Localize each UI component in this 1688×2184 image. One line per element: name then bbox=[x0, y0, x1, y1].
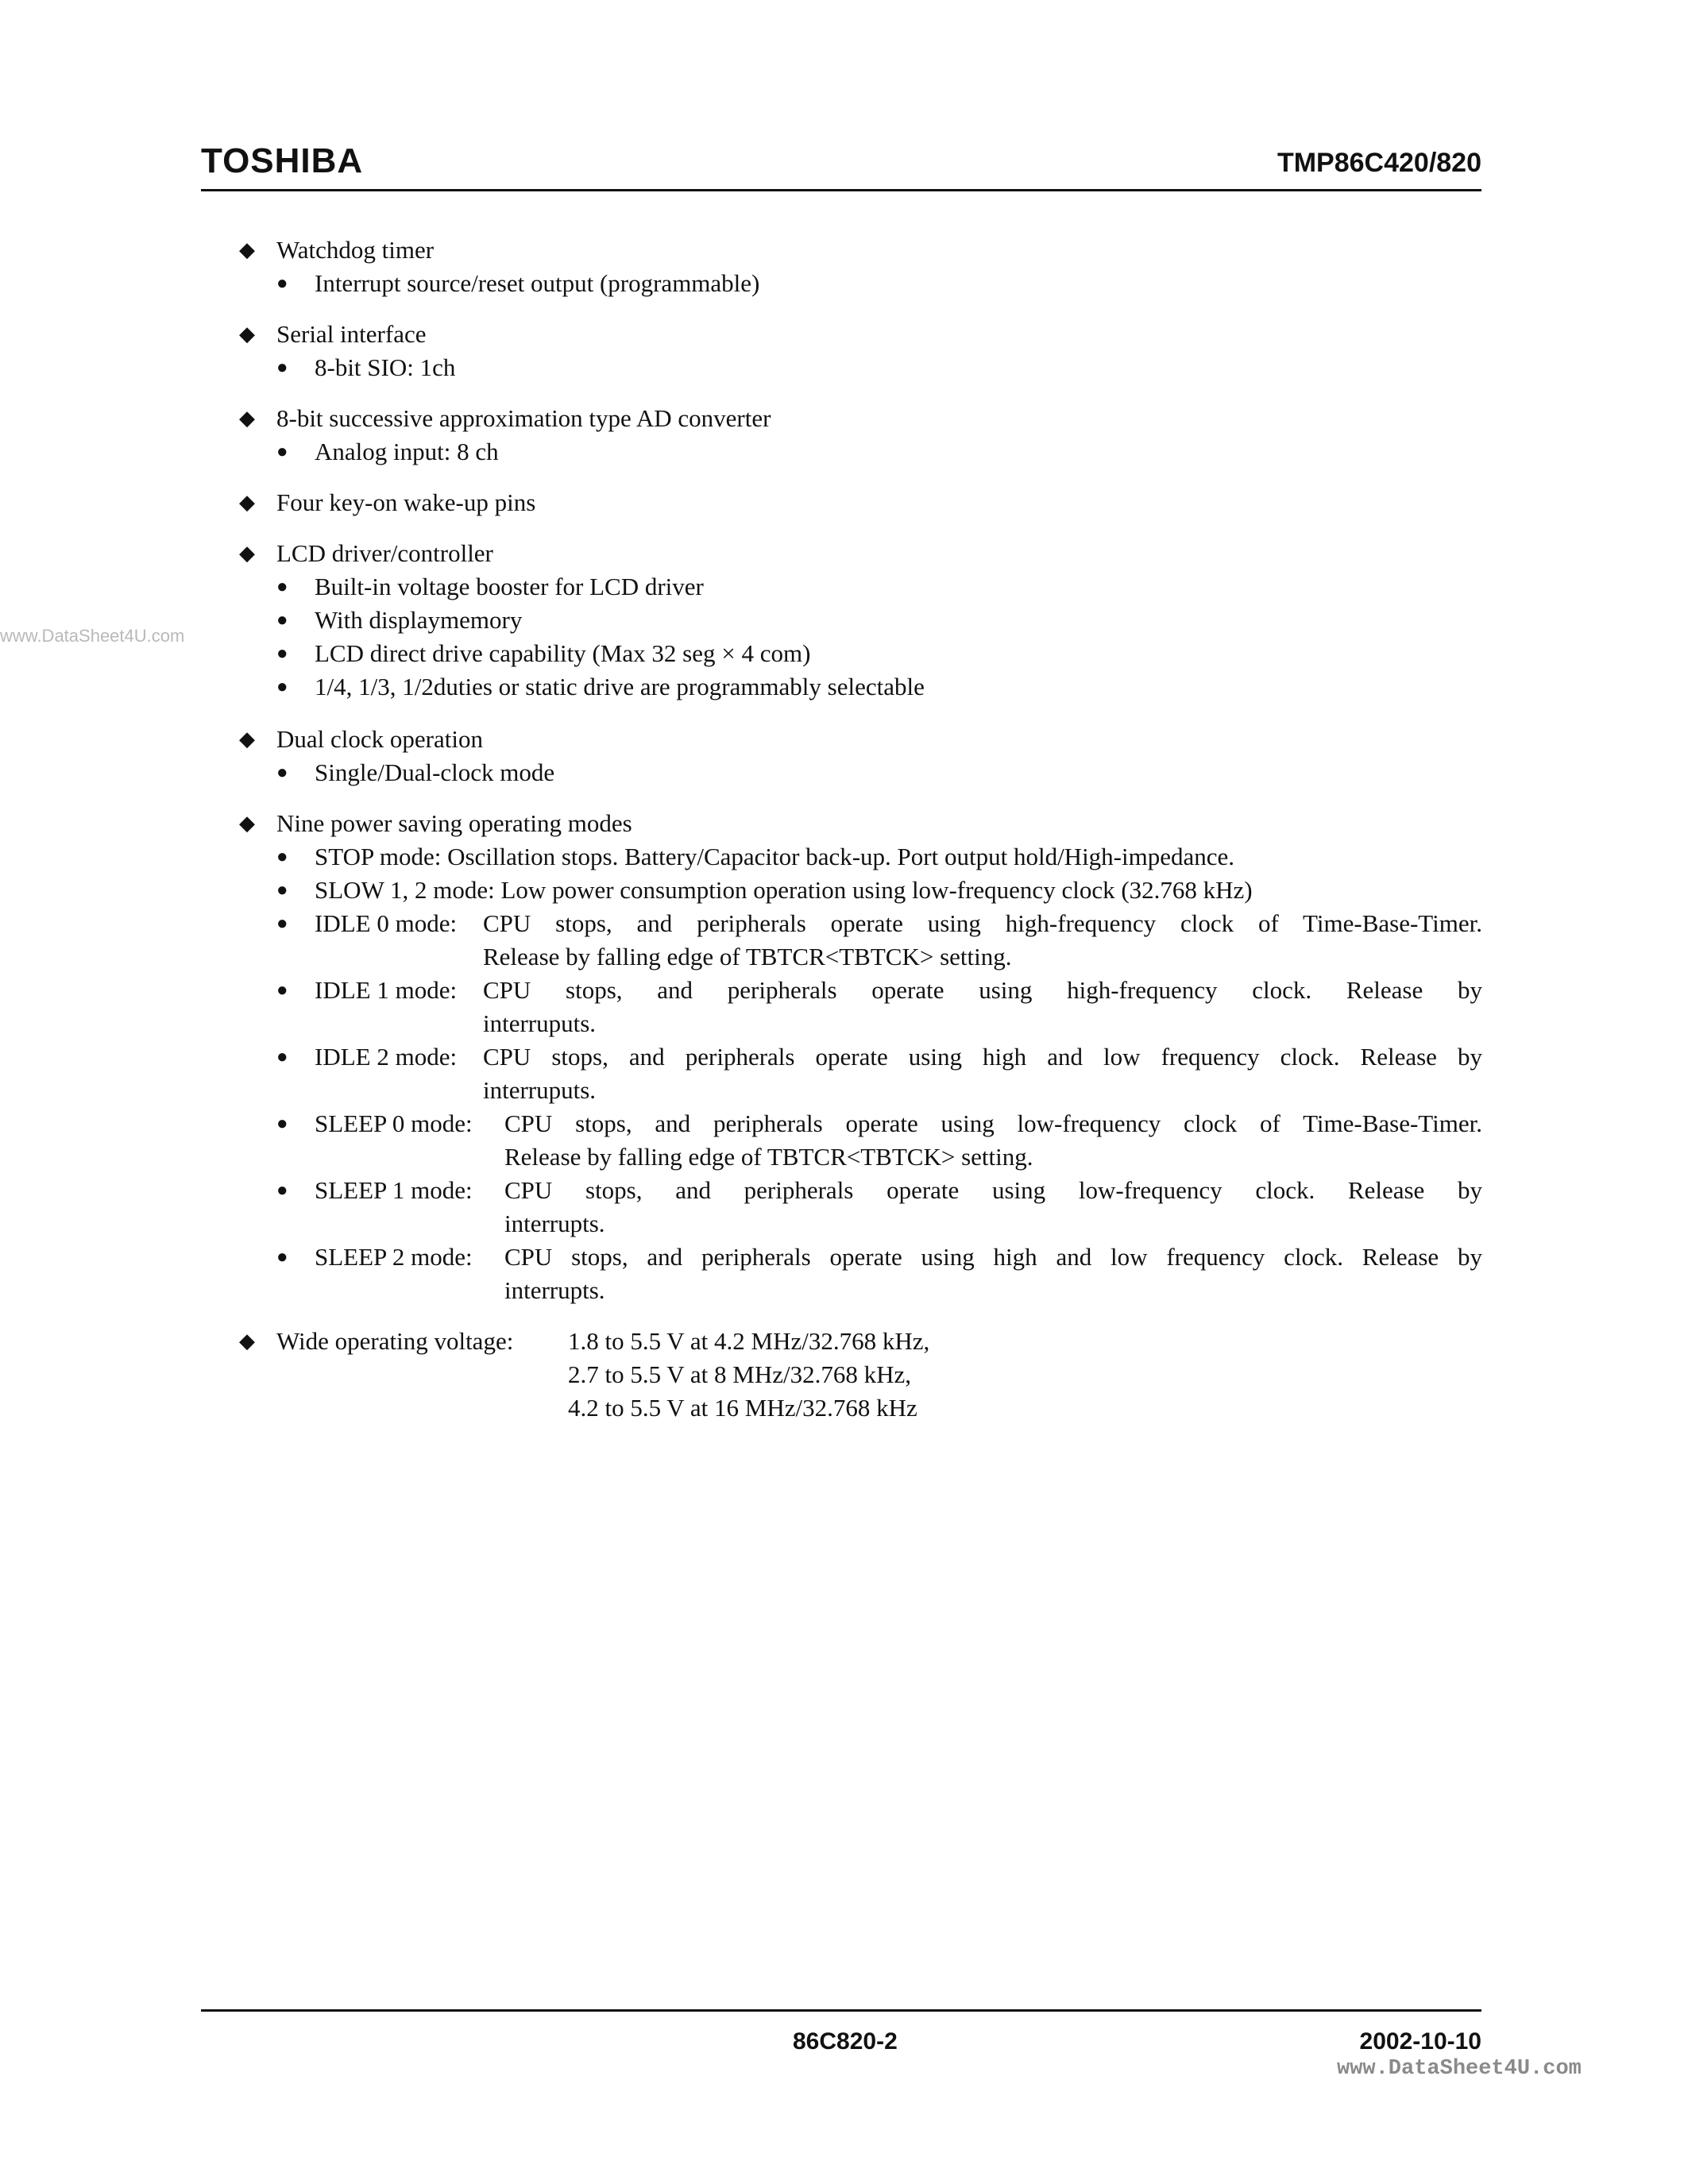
bullet-icon: ● bbox=[276, 442, 288, 462]
side-watermark: www.DataSheet4U.com bbox=[0, 626, 185, 646]
bullet-icon: ● bbox=[276, 677, 288, 697]
mode-idle0-desc-cont: Release by falling edge of TBTCR<TBTCK> setting. bbox=[483, 943, 1012, 970]
mode-idle1-label: IDLE 1 mode: bbox=[315, 976, 458, 1004]
mode-idle1-desc-cont: interruputs. bbox=[483, 1009, 597, 1037]
footer-date: 2002-10-10 bbox=[1359, 2028, 1481, 2055]
mode-sleep1-desc-cont: interrupts. bbox=[504, 1210, 605, 1237]
diamond-icon: ◆ bbox=[239, 727, 255, 751]
diamond-icon: ◆ bbox=[239, 542, 255, 565]
mode-slow: SLOW 1, 2 mode: Low power consumption operation using low-frequency clock (32.768 kHz) bbox=[315, 876, 1253, 904]
footer-page-id: 86C820-2 bbox=[793, 2028, 898, 2055]
diamond-icon: ◆ bbox=[239, 812, 255, 835]
bullet-icon: ● bbox=[276, 1047, 288, 1067]
section-title-voltage: Wide operating voltage: bbox=[276, 1327, 514, 1355]
bullet-icon: ● bbox=[276, 913, 288, 934]
diamond-icon: ◆ bbox=[239, 1329, 255, 1352]
mode-sleep0-desc: CPU stops, and peripherals operate using low-frequency clock of Time-Base-Timer. bbox=[504, 1109, 1482, 1137]
list-item: Built-in voltage booster for LCD driver bbox=[315, 573, 704, 600]
header-part-number: TMP86C420/820 bbox=[1277, 148, 1481, 178]
bullet-icon: ● bbox=[276, 273, 288, 294]
bullet-icon: ● bbox=[276, 643, 288, 664]
footer-watermark: www.DataSheet4U.com bbox=[1337, 2057, 1582, 2081]
bullet-icon: ● bbox=[276, 357, 288, 378]
section-title-power: Nine power saving operating modes bbox=[276, 809, 632, 837]
list-item: LCD direct drive capability (Max 32 seg × 4 com) bbox=[315, 639, 811, 667]
voltage-range: 4.2 to 5.5 V at 16 MHz/32.768 kHz bbox=[568, 1394, 917, 1422]
list-item: With displaymemory bbox=[315, 606, 523, 634]
mode-idle2-label: IDLE 2 mode: bbox=[315, 1043, 458, 1071]
list-item: Single/Dual-clock mode bbox=[315, 758, 555, 786]
diamond-icon: ◆ bbox=[239, 322, 255, 345]
bullet-icon: ● bbox=[276, 577, 288, 597]
list-item: 1/4, 1/3, 1/2duties or static drive are programmably selectable bbox=[315, 673, 925, 700]
mode-sleep0-label: SLEEP 0 mode: bbox=[315, 1109, 473, 1137]
section-title-lcd: LCD driver/controller bbox=[276, 539, 493, 567]
bullet-icon: ● bbox=[276, 762, 288, 783]
voltage-range: 1.8 to 5.5 V at 4.2 MHz/32.768 kHz, bbox=[568, 1327, 930, 1355]
section-title-adc: 8-bit successive approximation type AD converter bbox=[276, 404, 771, 432]
mode-idle2-desc: CPU stops, and peripherals operate using high and low frequency clock. Release by bbox=[483, 1043, 1482, 1071]
header-rule bbox=[201, 189, 1481, 191]
diamond-icon: ◆ bbox=[239, 491, 255, 514]
bullet-icon: ● bbox=[276, 980, 288, 1001]
mode-stop: STOP mode: Oscillation stops. Battery/Capacitor back-up. Port output hold/High-impedance. bbox=[315, 843, 1235, 870]
mode-sleep1-label: SLEEP 1 mode: bbox=[315, 1176, 473, 1204]
list-item: Analog input: 8 ch bbox=[315, 438, 499, 465]
section-title-keyon: Four key-on wake-up pins bbox=[276, 488, 536, 516]
mode-idle0-desc: CPU stops, and peripherals operate using high-frequency clock of Time-Base-Timer. bbox=[483, 909, 1482, 937]
mode-sleep2-desc-cont: interrupts. bbox=[504, 1276, 605, 1304]
voltage-range: 2.7 to 5.5 V at 8 MHz/32.768 kHz, bbox=[568, 1360, 911, 1388]
bullet-icon: ● bbox=[276, 610, 288, 631]
mode-idle2-desc-cont: interruputs. bbox=[483, 1076, 597, 1104]
bullet-icon: ● bbox=[276, 880, 288, 901]
mode-sleep1-desc: CPU stops, and peripherals operate using low-frequency clock. Release by bbox=[504, 1176, 1482, 1204]
header-logo: TOSHIBA bbox=[201, 141, 364, 180]
bullet-icon: ● bbox=[276, 847, 288, 867]
bullet-icon: ● bbox=[276, 1247, 288, 1268]
bullet-icon: ● bbox=[276, 1113, 288, 1134]
mode-idle0-label: IDLE 0 mode: bbox=[315, 909, 458, 937]
diamond-icon: ◆ bbox=[239, 407, 255, 430]
mode-sleep2-label: SLEEP 2 mode: bbox=[315, 1243, 473, 1271]
mode-sleep0-desc-cont: Release by falling edge of TBTCR<TBTCK> setting. bbox=[504, 1143, 1033, 1171]
section-title-serial: Serial interface bbox=[276, 320, 427, 348]
mode-idle1-desc: CPU stops, and peripherals operate using high-frequency clock. Release by bbox=[483, 976, 1482, 1004]
list-item: 8-bit SIO: 1ch bbox=[315, 353, 456, 381]
diamond-icon: ◆ bbox=[239, 238, 255, 261]
footer-rule bbox=[201, 2009, 1481, 2012]
bullet-icon: ● bbox=[276, 1180, 288, 1201]
section-title-clock: Dual clock operation bbox=[276, 725, 483, 753]
list-item: Interrupt source/reset output (programmable) bbox=[315, 269, 760, 297]
section-title-watchdog: Watchdog timer bbox=[276, 236, 435, 264]
mode-sleep2-desc: CPU stops, and peripherals operate using high and low frequency clock. Release by bbox=[504, 1243, 1482, 1271]
